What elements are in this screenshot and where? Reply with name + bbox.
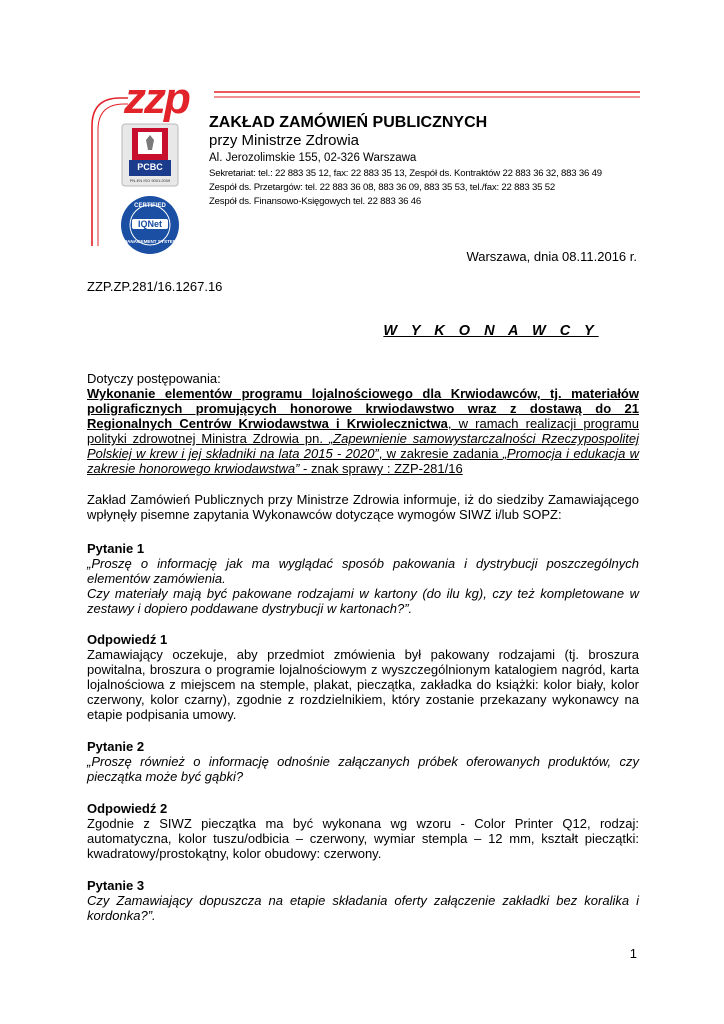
pcbc-certificate-badge xyxy=(119,122,181,190)
contact-line-secretariat: Sekretariat: tel.: 22 883 35 12, fax: 22 883 35 13, Zespół ds. Kontraktów 22 883 36 32, 883 36 49 xyxy=(209,168,602,179)
addressee-heading xyxy=(0,323,724,339)
answer-1-line-2: powitalna, broszura o programie lojalnościowym z wyszczególnionym katalogiem nagród, karta xyxy=(87,662,639,677)
subject-intro: Dotyczy postępowania: xyxy=(87,371,221,386)
answer-1 xyxy=(87,632,639,722)
subject-line-3-rest: , w ramach realizacji programu xyxy=(447,416,639,431)
subject-line-6 xyxy=(87,461,639,476)
institution-address: Al. Jerozolimskie 155, 02-326 Warszawa xyxy=(209,152,417,164)
subject-line-3-bold: Regionalnych Centrów Krwiodawstwa i Krwiolecznictwa xyxy=(87,416,448,431)
question-1 xyxy=(87,541,639,616)
document-date: Warszawa, dnia 08.11.2016 r. xyxy=(466,249,637,264)
answer-2-line-2: automatyczna, kolor tuszu/odbicia – czerwony, wymiar stempla – 12 mm, kształt pieczątki: xyxy=(87,831,639,846)
subject-line-5 xyxy=(87,446,639,461)
pcbc-badge-label: PCBC xyxy=(137,162,163,172)
answer-1-line-4: czerwony, kolor czarny), zgodnie z rozdzielnikiem, który zostanie przekazany wykonawcy na xyxy=(87,692,639,707)
question-1-line-2: elementów zamówienia. xyxy=(87,571,226,586)
institution-subtitle: przy Ministrze Zdrowia xyxy=(209,132,360,149)
question-2 xyxy=(87,739,639,784)
iqnet-system-text: MANAGEMENT SYSTEM xyxy=(123,239,177,244)
answer-2-line-1: Zgodnie z SIWZ pieczątka ma być wykonana wg wzoru - Color Printer Q12, rodzaj: xyxy=(87,816,639,831)
question-2-line-1: „Proszę również o informację odnośnie załączanych próbek oferowanych produktów, czy xyxy=(87,754,639,769)
question-3-line-1: Czy Zamawiający dopuszcza na etapie składania oferty załączenie zakładki bez koralika i xyxy=(87,893,639,908)
question-2-line-2: pieczątka może być gąbki? xyxy=(87,769,244,784)
subject-line-3 xyxy=(87,416,639,431)
intro-line-1: Zakład Zamówień Publicznych przy Ministrze Zdrowia informuje, iż do siedziby Zamawiającego xyxy=(87,492,639,507)
question-3-title: Pytanie 3 xyxy=(87,878,145,893)
question-3-line-2: kordonka?”. xyxy=(87,908,156,923)
question-1-title: Pytanie 1 xyxy=(87,541,145,556)
subject-line-1: Wykonanie elementów programu lojalnościowego dla Krwiodawców, tj. materiałów xyxy=(87,386,639,401)
zzp-logo-text: zzp xyxy=(124,74,189,123)
contact-line-finance: Zespół ds. Finansowo-Księgowych tel. 22 883 36 46 xyxy=(209,196,422,207)
subject-line-5-italic: Polskiej w krew i jej składniki na lata 2015 - 2020” xyxy=(87,446,379,461)
subject-line-6-italic: zakresie honorowego krwiodawstwa” xyxy=(87,461,300,476)
answer-1-title: Odpowiedź 1 xyxy=(87,632,168,647)
contact-line-tenders: Zespół ds. Przetargów: tel. 22 883 36 08, 883 36 09, 883 35 53, tel./fax: 22 883 35 52 xyxy=(209,182,556,193)
answer-2-line-3: kwadratowy/prostokątny, kolor obudowy: czerwony. xyxy=(87,846,382,861)
reference-number: ZZP.ZP.281/16.1267.16 xyxy=(87,279,223,294)
answer-2-title: Odpowiedź 2 xyxy=(87,801,168,816)
iqnet-certified-text: CERTIFIED xyxy=(134,203,166,209)
page-number: 1 xyxy=(629,946,637,961)
subject-line-4-italic: „Zapewnienie samowystarczalności Rzeczypospolitej xyxy=(328,431,639,446)
iqnet-certificate-badge xyxy=(120,195,180,255)
subject-line-4 xyxy=(87,431,639,446)
subject-line-4-plain: polityki zdrowotnej Ministra Zdrowia pn. xyxy=(87,431,329,446)
intro-line-2: wpłynęły pisemne zapytania Wykonawców dotyczące wymogów SIWZ i/lub SOPZ: xyxy=(87,507,562,522)
answer-2 xyxy=(87,801,639,861)
institution-name: ZAKŁAD ZAMÓWIEŃ PUBLICZNYCH xyxy=(209,114,488,131)
question-1-line-3: Czy materiały mają być pakowane rodzajami w kartony (do ilu kg), czy też kompletowane w xyxy=(87,586,639,601)
subject-section xyxy=(87,371,639,476)
zzp-logo xyxy=(124,74,214,123)
subject-line-6-plain: - znak sprawy : ZZP-281/16 xyxy=(299,461,463,476)
iqnet-name: IQNet xyxy=(132,219,168,229)
subject-line-2: poligraficznych promujących honorowe krwiodawstwo wraz z dostawą do 21 xyxy=(87,401,639,416)
subject-line-5-plain: , w zakresie zadania xyxy=(378,446,503,461)
question-1-line-4: zestawy i dopiero poddawane dystrybucji w kartonach?”. xyxy=(87,601,413,616)
addressee-heading-text: W Y K O N A W C Y xyxy=(383,323,599,339)
question-2-title: Pytanie 2 xyxy=(87,739,145,754)
answer-1-line-1: Zamawiający oczekuje, aby przedmiot zmówienia był pakowany rodzajami (tj. broszura xyxy=(87,647,639,662)
question-3 xyxy=(87,878,639,923)
pcbc-badge-standard: PN-EN ISO 9001:2009 xyxy=(129,178,171,183)
answer-1-line-3: lojalnościowa z miejscem na stemple, plakat, pieczątka, zakładka do książki: kolor biały, kolor xyxy=(87,677,639,692)
answer-1-line-5: etapie podpisania umowy. xyxy=(87,707,237,722)
subject-line-5-italic-2: „Promocja i edukacja w xyxy=(502,446,639,461)
intro-paragraph xyxy=(87,492,639,522)
question-1-line-1: „Proszę o informację jak ma wyglądać sposób pakowania i dystrybucji poszczególnych xyxy=(87,556,639,571)
